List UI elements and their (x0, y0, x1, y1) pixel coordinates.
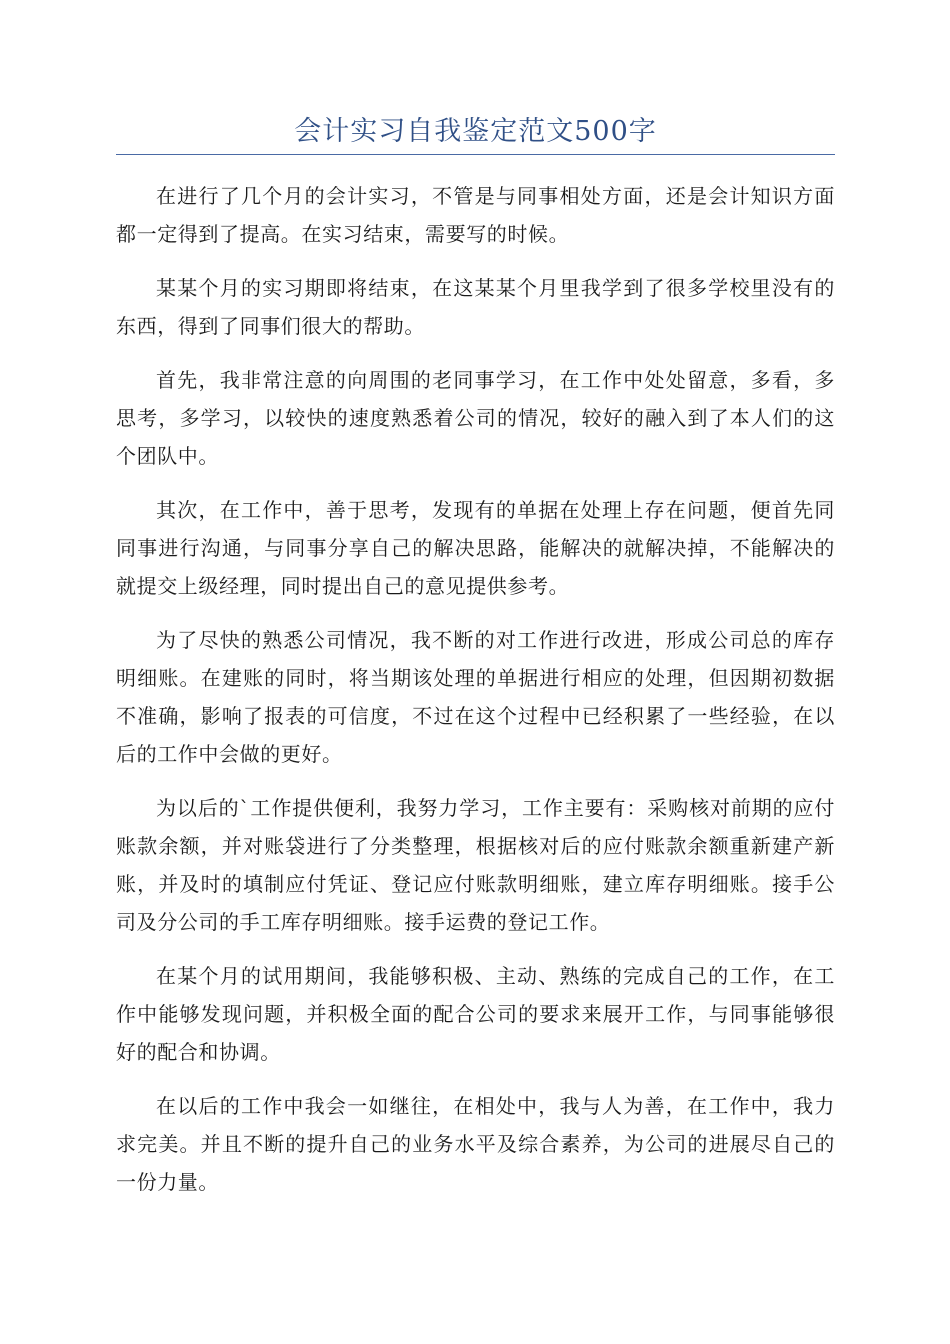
paragraph-5: 为了尽快的熟悉公司情况，我不断的对工作进行改进，形成公司总的库存明细账。在建账的同时，将当期该处理的单据进行相应的处理，但因期初数据不准确，影响了报表的可信度，不过在这个过程中已经积累了一些经验，在以后的工作中会做的更好。 (116, 628, 835, 766)
paragraph-3: 首先，我非常注意的向周围的老同事学习，在工作中处处留意，多看，多思考，多学习，以较快的速度熟悉着公司的情况，较好的融入到了本人们的这个团队中。 (116, 368, 835, 468)
paragraph-8: 在以后的工作中我会一如继往，在相处中，我与人为善，在工作中，我力求完美。并且不断的提升自己的业务水平及综合素养，为公司的进展尽自己的一份力量。 (116, 1094, 835, 1194)
paragraph-1: 在进行了几个月的会计实习，不管是与同事相处方面，还是会计知识方面都一定得到了提高。在实习结束，需要写的时候。 (116, 184, 835, 246)
paragraph-6: 为以后的`工作提供便利，我努力学习，工作主要有：采购核对前期的应付账款余额，并对账袋进行了分类整理，根据核对后的应付账款余额重新建产新账，并及时的填制应付凭证、登记应付账款明细账，建立库存明细账。接手公司及分公司的手工库存明细账。接手运费的登记工作。 (116, 796, 835, 934)
document-body (116, 177, 835, 1201)
paragraph-7: 在某个月的试用期间，我能够积极、主动、熟练的完成自己的工作，在工作中能够发现问题，并积极全面的配合公司的要求来展开工作，与同事能够很好的配合和协调。 (116, 964, 835, 1064)
document-page (116, 112, 835, 1217)
document-title: 会计实习自我鉴定范文500字 (116, 112, 835, 155)
paragraph-2: 某某个月的实习期即将结束，在这某某个月里我学到了很多学校里没有的东西，得到了同事们很大的帮助。 (116, 276, 835, 338)
paragraph-4: 其次，在工作中，善于思考，发现有的单据在处理上存在问题，便首先同同事进行沟通，与同事分享自己的解决思路，能解决的就解决掉，不能解决的就提交上级经理，同时提出自己的意见提供参考。 (116, 498, 835, 598)
